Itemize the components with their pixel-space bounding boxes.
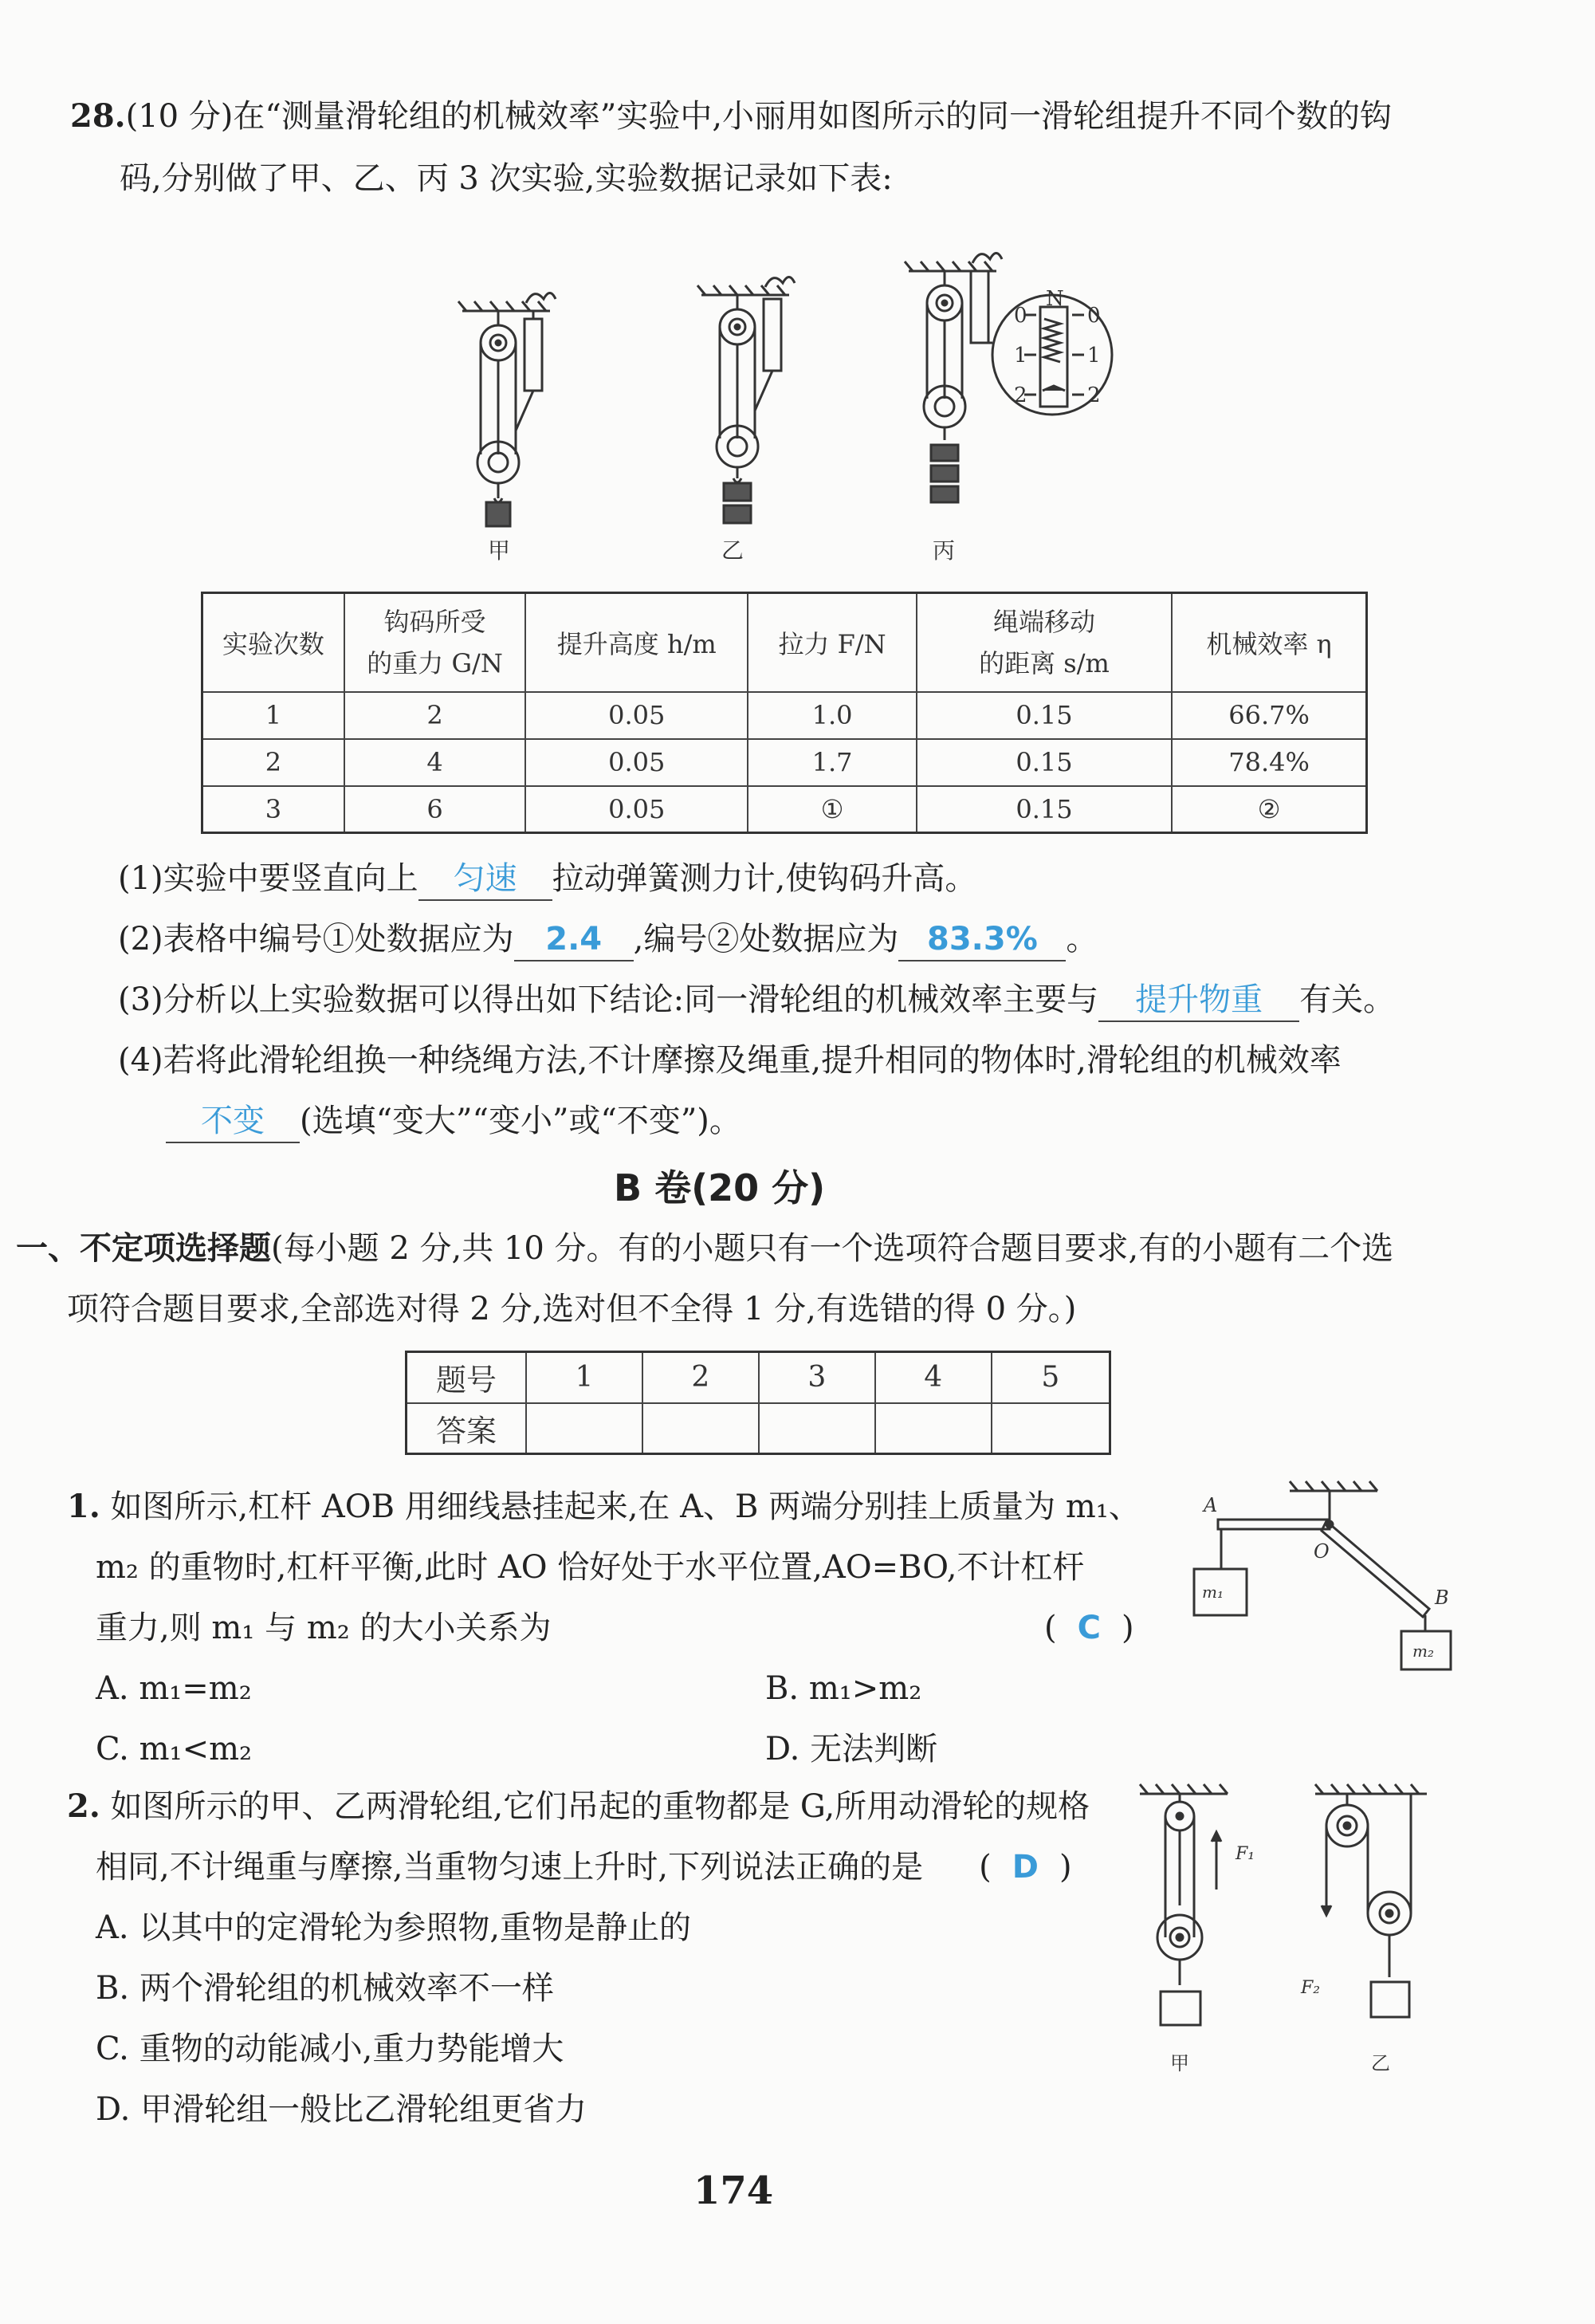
q28-data-table <box>201 592 1368 834</box>
sub3-pre: (3)分析以上实验数据可以得出如下结论:同一滑轮组的机械效率主要与 <box>118 981 1099 1018</box>
answer-table-num-1: 1 <box>526 1352 642 1403</box>
cell: 0.05 <box>525 692 748 739</box>
pulley-figure-jia <box>458 293 556 527</box>
q2-text-2: 相同,不计绳重与摩擦,当重物匀速上升时,下列说法正确的是 <box>96 1849 924 1886</box>
part1-line2: 项符合题目要求,全部选对得 2 分,选对但不全得 1 分,有选错的得 0 分。) <box>67 1291 1077 1327</box>
answer-table-row2-label: 答案 <box>407 1403 527 1454</box>
sub4-post: (选填“变大”“变小”或“不变”)。 <box>300 1103 741 1139</box>
figure-label-bing: 丙 <box>933 537 956 564</box>
cell: 1.7 <box>748 739 917 786</box>
sub3-post: 有关。 <box>1299 981 1396 1018</box>
section-b-title: B 卷(20 分) <box>614 1166 826 1209</box>
sub2-pre: (2)表格中编号①处数据应为 <box>118 921 514 958</box>
q1-number: 1. <box>67 1488 100 1525</box>
lever-label-m1: m₁ <box>1202 1583 1224 1602</box>
q2-paren-open: ( <box>979 1849 992 1886</box>
scale-unit: N <box>1046 287 1064 311</box>
figure-label-yi: 乙 <box>721 537 744 564</box>
cell: ② <box>1172 786 1366 833</box>
th-trial: 实验次数 <box>202 593 344 692</box>
lever-label-o: O <box>1314 1540 1330 1563</box>
q2-pulley-figures <box>1132 1778 1467 2097</box>
th-efficiency: 机械效率 η <box>1172 593 1366 692</box>
q1-line3: 重力,则 m₁ 与 m₂ 的大小关系为 <box>96 1610 552 1646</box>
answer-table-num-2: 2 <box>642 1352 759 1403</box>
q28-text-1: (10 分)在“测量滑轮组的机械效率”实验中,小丽用如图所示的同一滑轮组提升不同个数的钩 <box>125 98 1393 135</box>
answer-cell-4[interactable] <box>875 1403 992 1454</box>
lever-label-a: A <box>1204 1494 1218 1516</box>
part1-line1 <box>16 1226 1393 1271</box>
sub1-pre: (1)实验中要竖直向上 <box>118 860 418 897</box>
q2-option-a: A. 以其中的定滑轮为参照物,重物是静止的 <box>96 1909 692 1946</box>
q2-paren-close: ) <box>1059 1849 1072 1886</box>
sub1-answer: 匀速 <box>418 858 552 901</box>
cell: ① <box>748 786 917 833</box>
q2-number: 2. <box>67 1787 100 1825</box>
answer-cell-2[interactable] <box>642 1403 759 1454</box>
q1-lever-figure <box>1186 1475 1457 1674</box>
q1-line1 <box>67 1484 1141 1529</box>
scale-mark-2-left: 2 <box>1014 383 1027 407</box>
cell: 78.4% <box>1172 739 1366 786</box>
q28-sub2 <box>118 917 1098 961</box>
th-weight-line2: 的重力 G/N <box>367 647 503 678</box>
answer-table-num-4: 4 <box>875 1352 992 1403</box>
q28-sub4-line2 <box>166 1099 741 1143</box>
q1-option-c: C. m₁<m₂ <box>96 1731 253 1768</box>
q1-option-a: A. m₁=m₂ <box>96 1670 252 1707</box>
scale-mark-2-right: 2 <box>1087 383 1101 407</box>
q1-option-b: B. m₁>m₂ <box>765 1670 922 1707</box>
figure-label-jia: 甲 <box>488 537 511 564</box>
th-distance <box>917 593 1172 692</box>
cell: 0.05 <box>525 786 748 833</box>
answer-table-num-3: 3 <box>759 1352 875 1403</box>
q2-option-b: B. 两个滑轮组的机械效率不一样 <box>96 1970 554 2007</box>
table-row <box>202 786 1367 833</box>
sub3-answer: 提升物重 <box>1098 979 1299 1022</box>
scale-mark-0-left: 0 <box>1014 304 1027 328</box>
th-weight-line1: 钩码所受 <box>383 606 486 637</box>
th-distance-line1: 绳端移动 <box>992 606 1095 637</box>
scale-mark-1-right: 1 <box>1087 344 1101 368</box>
scale-mark-1-left: 1 <box>1014 344 1027 368</box>
q1-answer-paren <box>1044 1606 1134 1650</box>
answer-table-num-5: 5 <box>992 1352 1110 1403</box>
cell: 0.05 <box>525 739 748 786</box>
th-height: 提升高度 h/m <box>525 593 748 692</box>
q2-pulley-yi <box>1315 1784 1427 2017</box>
sub2-answer-1: 2.4 <box>514 918 634 961</box>
cell: 66.7% <box>1172 692 1366 739</box>
q2-label-yi: 乙 <box>1371 2052 1390 2074</box>
cell: 1.0 <box>748 692 917 739</box>
part1-heading: 一、不定项选择题 <box>16 1230 271 1267</box>
answer-table <box>405 1351 1111 1455</box>
cell: 0.15 <box>917 739 1172 786</box>
cell: 2 <box>202 739 344 786</box>
th-distance-line2: 的距离 s/m <box>979 647 1110 678</box>
q2-line1 <box>67 1784 1090 1829</box>
q1-text-1: 如图所示,杠杆 AOB 用细线悬挂起来,在 A、B 两端分别挂上质量为 m₁、 <box>110 1488 1141 1525</box>
q2-answer: D <box>1012 1849 1039 1886</box>
answer-cell-1[interactable] <box>526 1403 642 1454</box>
cell: 2 <box>344 692 526 739</box>
q2-text-1: 如图所示的甲、乙两滑轮组,它们吊起的重物都是 G,所用动滑轮的规格 <box>110 1788 1090 1825</box>
q2-label-f2: F₂ <box>1301 1978 1321 1998</box>
th-weight <box>344 593 526 692</box>
q28-sub3 <box>118 977 1395 1022</box>
q1-option-d: D. 无法判断 <box>765 1731 938 1768</box>
q2-label-jia: 甲 <box>1170 2052 1189 2074</box>
cell: 6 <box>344 786 526 833</box>
lever-label-m2: m₂ <box>1412 1642 1434 1661</box>
lever-label-b: B <box>1435 1587 1449 1609</box>
sub2-mid: ,编号②处数据应为 <box>633 921 899 958</box>
th-force: 拉力 F/N <box>748 593 917 692</box>
part1-text-1: (每小题 2 分,共 10 分。有的小题只有一个选项符合题目要求,有的小题有二个选 <box>271 1230 1394 1267</box>
q2-label-f1: F₁ <box>1236 1844 1255 1864</box>
q2-line2 <box>96 1845 1072 1889</box>
answer-cell-3[interactable] <box>759 1403 875 1454</box>
q28-line1 <box>70 94 1392 139</box>
answer-table-row1-label: 题号 <box>407 1352 527 1403</box>
sub2-answer-2: 83.3% <box>898 918 1066 961</box>
q1-paren-open: ( <box>1044 1610 1057 1646</box>
q1-answer: C <box>1077 1610 1101 1646</box>
pulley-figure-yi <box>697 277 795 524</box>
q1-paren-close: ) <box>1121 1610 1134 1646</box>
q28-number: 28. <box>70 97 126 135</box>
q28-sub4-line1: (4)若将此滑轮组换一种绕绳方法,不计摩擦及绳重,提升相同的物体时,滑轮组的机械效率 <box>118 1042 1342 1079</box>
pulley-figure-bing <box>905 254 1112 503</box>
sub4-answer: 不变 <box>166 1100 300 1143</box>
q1-line2: m₂ 的重物时,杠杆平衡,此时 AO 恰好处于水平位置,AO=BO,不计杠杆 <box>96 1549 1085 1586</box>
table-row <box>202 692 1367 739</box>
answer-cell-5[interactable] <box>992 1403 1110 1454</box>
scale-mark-0-right: 0 <box>1087 304 1101 328</box>
cell: 0.15 <box>917 692 1172 739</box>
cell: 1 <box>202 692 344 739</box>
table-row <box>202 739 1367 786</box>
q28-pulley-figures <box>446 223 1132 574</box>
sub2-post: 。 <box>1066 921 1098 958</box>
cell: 3 <box>202 786 344 833</box>
q28-line2: 码,分别做了甲、乙、丙 3 次实验,实验数据记录如下表: <box>120 160 893 197</box>
sub1-post: 拉动弹簧测力计,使钩码升高。 <box>552 860 977 897</box>
page-number: 174 <box>693 2169 774 2213</box>
q2-option-d: D. 甲滑轮组一般比乙滑轮组更省力 <box>96 2091 587 2128</box>
q2-option-c: C. 重物的动能减小,重力势能增大 <box>96 2031 564 2067</box>
q2-pulley-jia <box>1140 1784 1228 2025</box>
q28-sub1 <box>118 856 976 901</box>
cell: 4 <box>344 739 526 786</box>
cell: 0.15 <box>917 786 1172 833</box>
